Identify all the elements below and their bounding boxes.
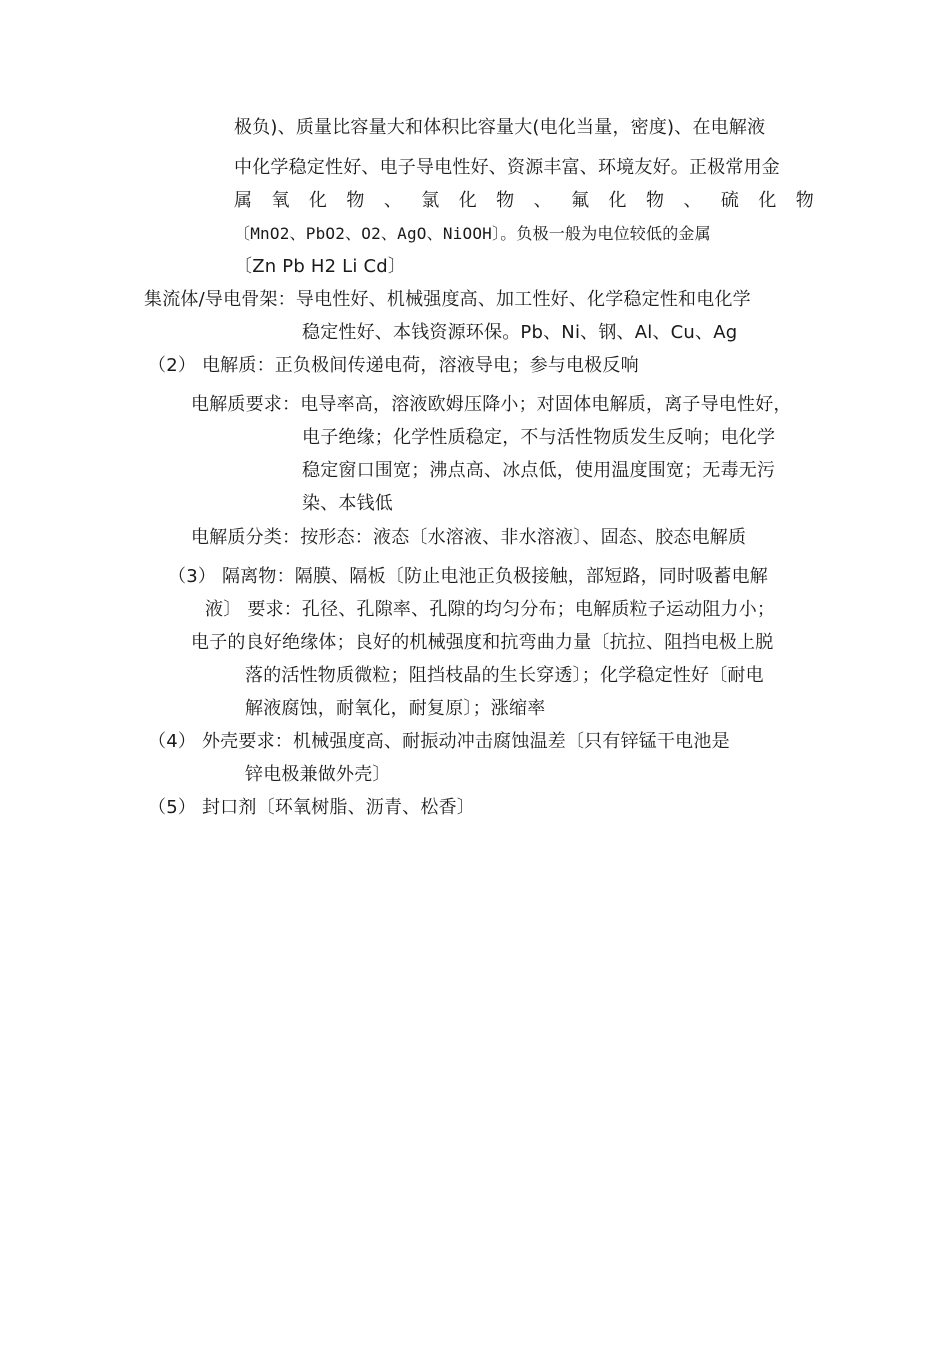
text-line-9: 电解质要求：电导率高，溶液欧姆压降小；对固体电解质，离子导电性好， (191, 394, 792, 415)
char: 氯 (421, 190, 440, 211)
char: 属 (234, 190, 253, 211)
text-line-5: 〔Zn Pb H2 Li Cd〕 (234, 256, 407, 277)
text-line-19: （4） 外壳要求：机械强度高、耐振动冲击腐蚀温差〔只有锌锰干电池是 (148, 731, 730, 752)
text-line-8: （2） 电解质：正负极间传递电荷，溶液导电；参与电极反响 (148, 355, 639, 376)
text-line-2: 中化学稳定性好、电子导电性好、资源丰富、环境友好。正极常用金 (234, 157, 780, 178)
text-line-14: （3） 隔离物：隔膜、隔板〔防止电池正负极接触，部短路，同时吸蓄电解 (168, 566, 768, 587)
text-line-11: 稳定窗口围宽；沸点高、冰点低，使用温度围宽；无毒无污 (302, 460, 776, 481)
text-line-18: 解液腐蚀，耐氧化，耐复原〕；涨缩率 (245, 698, 546, 719)
text-line-1: 极负)、质量比容量大和体积比容量大(电化当量，密度)、在电解液 (234, 117, 766, 138)
text-line-10: 电子绝缘；化学性质稳定，不与活性物质发生反响；电化学 (302, 427, 776, 448)
char: 硫 (720, 190, 740, 211)
text-line-12: 染、本钱低 (302, 493, 393, 514)
char: 化 (758, 190, 777, 211)
text-line-6: 集流体/导电骨架：导电性好、机械强度高、加工性好、化学稳定性和电化学 (144, 289, 751, 310)
char: 、 (683, 190, 702, 211)
text-line-7: 稳定性好、本钱资源环保。Pb、Ni、钢、Al、Cu、Ag (302, 322, 738, 343)
char: 、 (533, 190, 552, 211)
char: 化 (308, 190, 328, 211)
text-line-21: （5） 封口剂〔环氧树脂、沥青、松香〕 (148, 797, 475, 818)
char: 物 (496, 190, 515, 211)
char: 物 (346, 190, 365, 211)
char: 化 (458, 190, 477, 211)
text-line-3 (234, 189, 814, 213)
text-line-17: 落的活性物质微粒；阻挡枝晶的生长穿透〕；化学稳定性好〔耐电 (245, 665, 764, 686)
text-line-4: 〔MnO2、PbO2、O2、AgO、NiOOH〕。负极一般为电位较低的金属 (234, 224, 711, 243)
char: 物 (645, 190, 665, 211)
char: 、 (383, 190, 403, 211)
text-line-13: 电解质分类：按形态：液态〔水溶液、非水溶液〕、固态、胶态电解质 (191, 527, 747, 548)
char: 物 (795, 190, 814, 211)
char: 氟 (571, 190, 590, 211)
char: 化 (608, 190, 627, 211)
char: 氧 (271, 190, 290, 211)
text-line-15: 液〕 要求：孔径、孔隙率、孔隙的均匀分布；电解质粒子运动阻力小； (205, 599, 776, 620)
text-line-16: 电子的良好绝缘体；良好的机械强度和抗弯曲力量〔抗拉、阻挡电极上脱 (191, 632, 774, 653)
text-line-20: 锌电极兼做外壳〕 (245, 764, 391, 785)
